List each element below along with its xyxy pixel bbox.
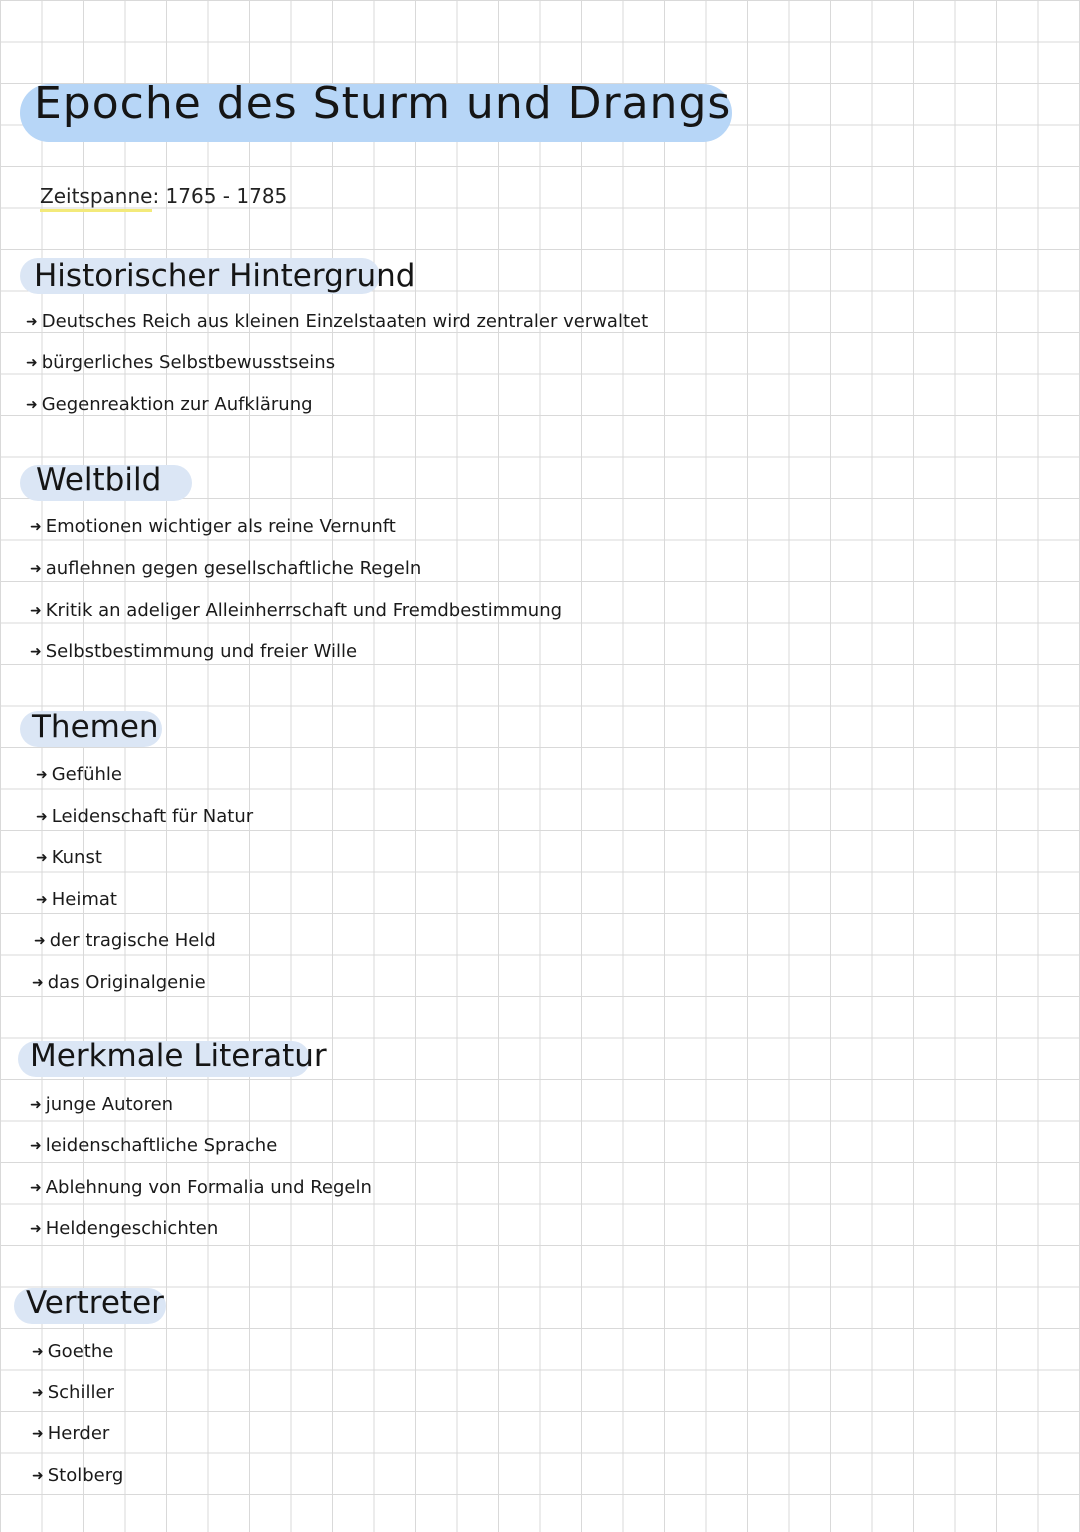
- bullet-arrow-icon: ➜: [32, 1425, 44, 1442]
- bullet-arrow-icon: ➜: [32, 974, 44, 991]
- list-item: [36, 889, 117, 910]
- bullet-arrow-icon: ➜: [36, 808, 48, 825]
- bullet-arrow-icon: ➜: [32, 1384, 44, 1401]
- list-item-text: Kunst: [51, 847, 102, 868]
- timespan-label: Zeitspanne: [40, 184, 152, 212]
- list-item-text: bürgerliches Selbstbewusstseins: [41, 352, 336, 373]
- bullet-arrow-icon: ➜: [32, 1343, 44, 1360]
- list-item-text: Schiller: [47, 1382, 114, 1403]
- bullet-arrow-icon: ➜: [30, 643, 42, 660]
- list-item: [32, 972, 206, 993]
- bullet-arrow-icon: ➜: [30, 560, 42, 577]
- list-item-text: Heldengeschichten: [45, 1218, 219, 1239]
- bullet-arrow-icon: ➜: [36, 766, 48, 783]
- list-item: [36, 764, 122, 785]
- list-item-text: Kritik an adeliger Alleinherrschaft und Fremdbestimmung: [45, 600, 563, 621]
- list-item-text: Heimat: [51, 889, 117, 910]
- section-heading-merkmale-literatur: Merkmale Literatur: [30, 1038, 327, 1074]
- list-item-text: leidenschaftliche Sprache: [45, 1135, 278, 1156]
- timespan: [40, 184, 287, 208]
- list-item: [30, 1094, 173, 1115]
- list-item: [32, 1382, 114, 1403]
- bullet-arrow-icon: ➜: [30, 518, 42, 535]
- timespan-value: 1765 - 1785: [165, 184, 288, 208]
- list-item-text: Deutsches Reich aus kleinen Einzelstaaten wird zentraler verwaltet: [41, 311, 649, 332]
- list-item: [32, 1341, 113, 1362]
- bullet-arrow-icon: ➜: [26, 396, 38, 413]
- list-item: [30, 516, 396, 537]
- section-heading-weltbild: Weltbild: [36, 462, 162, 498]
- list-item-text: Leidenschaft für Natur: [51, 806, 254, 827]
- bullet-arrow-icon: ➜: [30, 1179, 42, 1196]
- list-item-text: Ablehnung von Formalia und Regeln: [45, 1177, 372, 1198]
- list-item: [26, 352, 335, 373]
- timespan-separator: :: [152, 184, 160, 208]
- list-item: [26, 394, 313, 415]
- list-item: [34, 930, 216, 951]
- bullet-arrow-icon: ➜: [30, 1137, 42, 1154]
- list-item: [32, 1465, 123, 1486]
- list-item-text: der tragische Held: [49, 930, 216, 951]
- page-title: Epoche des Sturm und Drangs: [34, 78, 732, 129]
- bullet-arrow-icon: ➜: [34, 932, 46, 949]
- list-item: [30, 1177, 372, 1198]
- list-item-text: das Originalgenie: [47, 972, 206, 993]
- list-item-text: auflehnen gegen gesellschaftliche Regeln: [45, 558, 422, 579]
- section-heading-vertreter: Vertreter: [26, 1285, 164, 1321]
- list-item: [36, 847, 102, 868]
- bullet-arrow-icon: ➜: [30, 1096, 42, 1113]
- list-item: [30, 1218, 218, 1239]
- list-item-text: Gefühle: [51, 764, 122, 785]
- bullet-arrow-icon: ➜: [30, 602, 42, 619]
- bullet-arrow-icon: ➜: [36, 849, 48, 866]
- list-item: [30, 558, 421, 579]
- list-item-text: Goethe: [47, 1341, 114, 1362]
- list-item: [32, 1423, 109, 1444]
- list-item-text: Emotionen wichtiger als reine Vernunft: [45, 516, 396, 537]
- list-item: [30, 1135, 277, 1156]
- list-item-text: Stolberg: [47, 1465, 124, 1486]
- list-item-text: Gegenreaktion zur Aufklärung: [41, 394, 313, 415]
- section-heading-themen: Themen: [32, 709, 159, 745]
- bullet-arrow-icon: ➜: [30, 1220, 42, 1237]
- list-item-text: junge Autoren: [45, 1094, 174, 1115]
- bullet-arrow-icon: ➜: [26, 313, 38, 330]
- list-item: [30, 600, 562, 621]
- list-item: [36, 806, 253, 827]
- list-item-text: Selbstbestimmung und freier Wille: [45, 641, 358, 662]
- list-item: [26, 311, 648, 332]
- bullet-arrow-icon: ➜: [32, 1467, 44, 1484]
- section-heading-historischer-hintergrund: Historischer Hintergrund: [34, 258, 416, 294]
- bullet-arrow-icon: ➜: [36, 891, 48, 908]
- list-item: [30, 641, 357, 662]
- bullet-arrow-icon: ➜: [26, 354, 38, 371]
- list-item-text: Herder: [47, 1423, 110, 1444]
